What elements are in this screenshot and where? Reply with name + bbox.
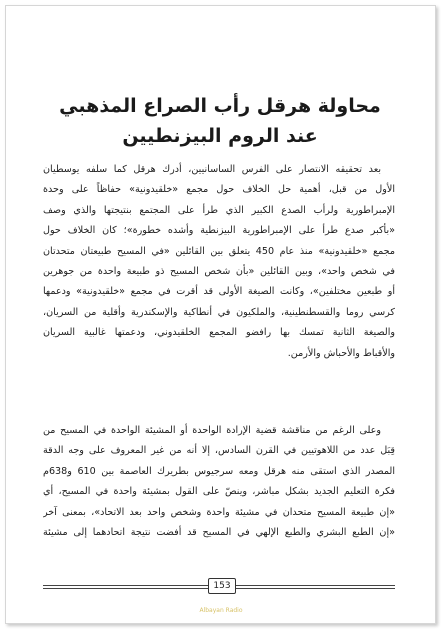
chapter-title-line-1: محاولة هرقل رأب الصراع المذهبي	[59, 95, 381, 117]
paragraph-line: المصدر الذي استقى منه هرقل ومعه سرجيوس بطريرك العاصمة بين 610 و638م	[43, 465, 395, 477]
paragraph-line: والأقباط والأحباش والأرمن.	[287, 347, 395, 359]
paragraph-1	[43, 160, 395, 364]
paragraph-line: مجمع «خلقيدونية» منذ عام 450 يتعلق بين القائلين «في المسيح طبيعتان متحدتان	[43, 245, 395, 257]
paragraph-line: «إن الطبع البشري والطبع الإلهي في المسيح قد أفضت نتيجة اتحادهما إلى مشيئة	[43, 527, 395, 539]
paragraph-2	[43, 421, 395, 543]
paragraph-line: وعلى الرغم من مناقشة قضية الإرادة الواحدة أو المشيئة الواحدة في المسيح من	[43, 425, 381, 436]
paragraph-line: فكرة التعليم الجديد بشكل مباشر، وينصّ على القول بمشيئة واحدة في المسيح، أي	[43, 486, 395, 498]
paragraph-line: «بأكبر صدع طرأ على الإمبراطورية البيزنطية وأشده خطورة»؛ كان الخلاف حول	[43, 225, 395, 237]
paragraph-line: قِبَل عدد من اللاهوتيين في القرن السادس، إلا أنه من غير المعروف على وجه الدقة	[43, 445, 395, 457]
paragraph-line: والصيغة الثانية تمسك بها رافضو المجمع الخلقيدوني، ودعمتها غالبية السريان	[43, 327, 395, 339]
page-number: 153	[208, 578, 236, 594]
chapter-title-line-2: عند الروم البيزنطيين	[122, 125, 318, 147]
paragraph-line: الأول من قبل، أهمية حل الخلاف حول مجمع «خلقيدونية» حفاظاً على وحدة	[43, 184, 395, 196]
paragraph-line: في شخص واحد»، وبين القائلين «بأن شخص المسيح ذو طبيعة واحدة من جوهرين	[43, 266, 395, 278]
paragraph-line: أو طبعين مختلفين»، وكانت الصيغة الأولى قد أقرت في مجمع «خلقيدونية» ودعمها	[43, 286, 395, 298]
paragraph-line: بعد تحقيقه الانتصار على الفرس الساسانيين، أدرك هرقل كما سلفه يوسطيان	[43, 164, 381, 175]
paragraph-line: كرسي روما والقسطنطينية، والملكيون في أنطاكية والإسكندرية وأقلية من السريان،	[43, 306, 395, 318]
paragraph-line: الإمبراطورية ولرأب الصدع الكبير الذي طرأ على المجتمع بنتيجتها والذي وصف	[43, 204, 395, 216]
watermark: Albayan Radio	[199, 607, 243, 614]
paragraph-line: «إن طبيعة المسيح متحدان في مشيئة واحدة وشخص واحد بعد الاتحاد»، بمعنى آخر	[43, 506, 395, 518]
